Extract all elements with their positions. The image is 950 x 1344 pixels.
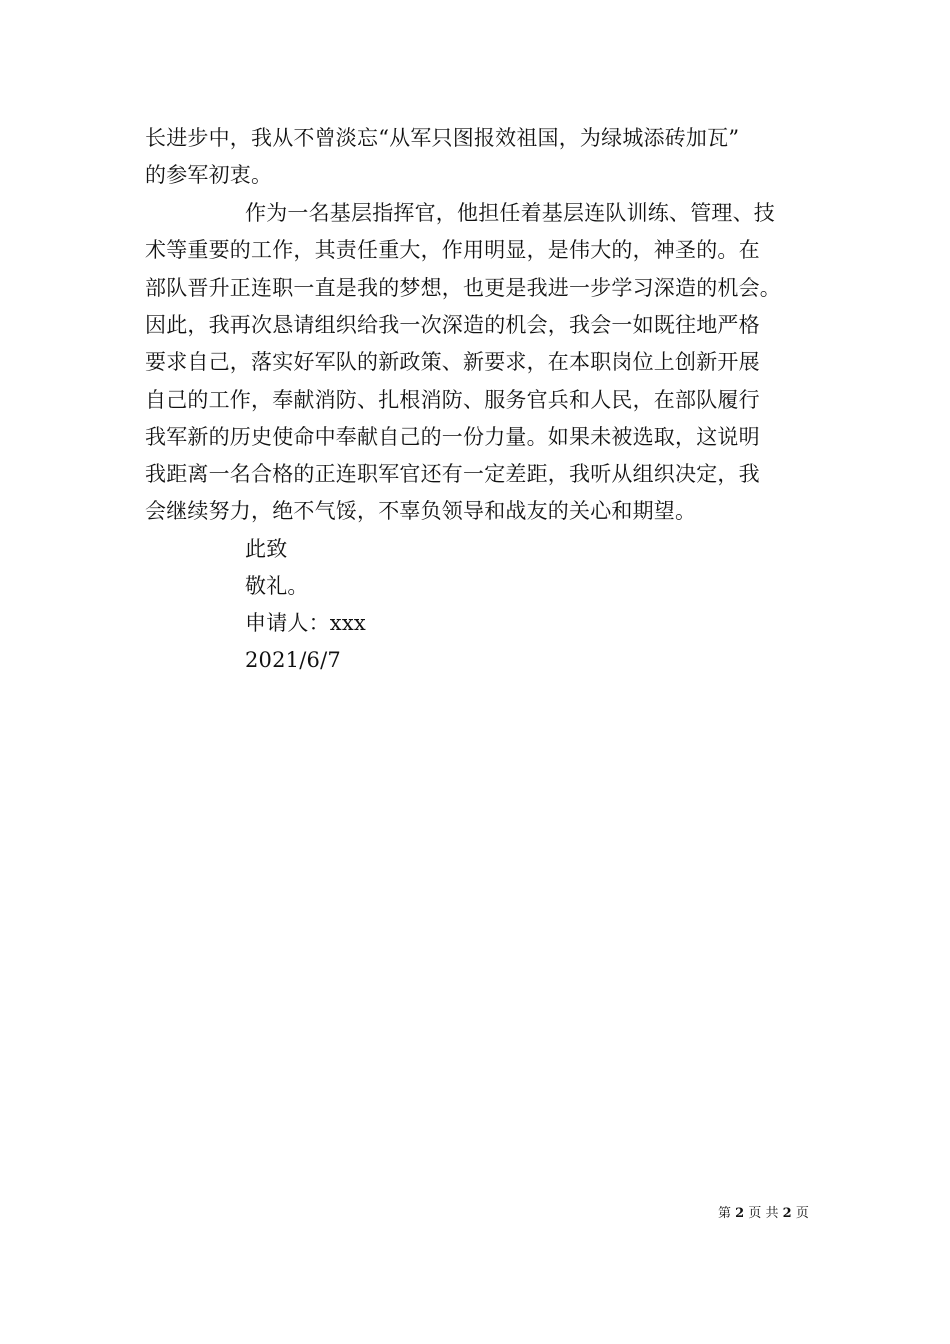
- paragraph-line: 自己的工作，奉献消防、扎根消防、服务官兵和人民，在部队履行: [145, 388, 760, 412]
- closing-regards: 敬礼。: [245, 574, 309, 598]
- paragraph-line: 我军新的历史使命中奉献自己的一份力量。如果未被选取，这说明: [145, 425, 760, 449]
- paragraph-line: 术等重要的工作，其责任重大，作用明显，是伟大的，神圣的。在: [145, 238, 760, 262]
- paragraph-line: 要求自己，落实好军队的新政策、新要求，在本职岗位上创新开展: [145, 350, 760, 374]
- applicant-signature: 申请人：xxx: [245, 611, 366, 635]
- paragraph-line: 的参军初衷。: [145, 163, 273, 187]
- footer-prefix: 第: [718, 1206, 732, 1221]
- footer-middle: 页 共: [748, 1206, 779, 1221]
- paragraph-line: 会继续努力，绝不气馁，不辜负领导和战友的关心和期望。: [145, 499, 697, 523]
- paragraph-line: 长进步中，我从不曾淡忘“从军只图报效祖国，为绿城添砖加瓦”: [145, 126, 740, 150]
- application-date: 2021/6/7: [245, 648, 341, 672]
- total-page-number: 2: [782, 1206, 792, 1221]
- closing-salutation: 此致: [245, 537, 288, 561]
- current-page-number: 2: [735, 1206, 745, 1221]
- paragraph-line: 作为一名基层指挥官，他担任着基层连队训练、管理、技: [245, 201, 775, 225]
- paragraph-line: 因此，我再次恳请组织给我一次深造的机会，我会一如既往地严格: [145, 313, 760, 337]
- paragraph-line: 部队晋升正连职一直是我的梦想，也更是我进一步学习深造的机会。: [145, 276, 781, 300]
- paragraph-line: 我距离一名合格的正连职军官还有一定差距，我听从组织决定，我: [145, 462, 760, 486]
- footer-suffix: 页: [795, 1206, 809, 1221]
- page-footer: [718, 1206, 809, 1222]
